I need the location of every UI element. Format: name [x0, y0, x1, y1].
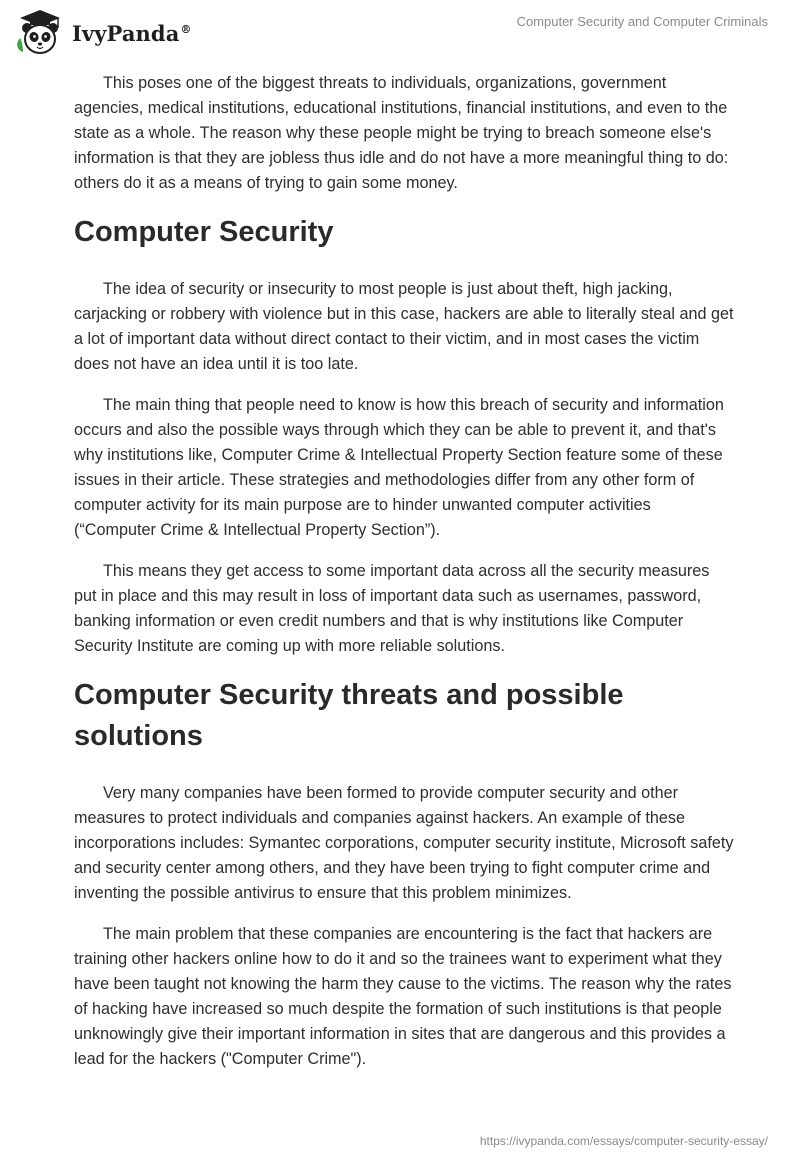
paragraph: The main problem that these companies are encountering is the fact that hackers are training other hackers online how to do it and so the trainees want to experiment what they have been taught not knowing the harm they cause to the victims. The reason why the rates of hacking have increased so much despite the formation of such institutions is that people unknowingly give their important information in sites that are dangerous and this provides a lead for the hackers ("Computer Crime"). — [74, 925, 732, 1068]
page-header — [0, 0, 800, 60]
brand-name: IvyPanda® — [72, 20, 192, 46]
brand-logo[interactable] — [14, 8, 192, 56]
essay-content — [74, 71, 734, 1088]
section-heading-threats-solutions: Computer Security threats and possible solutions — [74, 679, 624, 752]
paragraph: The idea of security or insecurity to most people is just about theft, high jacking, carjacking or robbery with violence but in this case, hackers are able to literally steal and get a lot of important data without direct contact to their victim, and in most cases the victim does not have an idea until it is too late. — [74, 280, 734, 373]
source-url-link[interactable]: https://ivypanda.com/essays/computer-security-essay/ — [479, 1134, 768, 1148]
section-heading-computer-security: Computer Security — [74, 216, 334, 248]
panda-graduate-icon — [14, 8, 66, 56]
document-title: Computer Security and Computer Criminals — [516, 14, 768, 29]
intro-paragraph: This poses one of the biggest threats to individuals, organizations, government agencies, medical institutions, educational institutions, financial institutions, and even to the state as a whole. The reason why these people might be trying to breach someone else's information is that they are jobless thus idle and do not have a more meaningful thing to do: others do it as a means of trying to gain some money. — [74, 74, 729, 192]
paragraph: The main thing that people need to know is how this breach of security and information occurs and also the possible ways through which they can be able to prevent it, and that's why institutions like, Computer Crime & Intellectual Property Section feature some of these issues in their article. These strategies and methodologies differ from any other form of computer activity for its main purpose are to hinder unwanted computer activities (“Computer Crime & Intellectual Property Section”). — [74, 396, 724, 539]
registered-mark: ® — [180, 22, 192, 36]
paragraph: Very many companies have been formed to provide computer security and other measures to protect individuals and companies against hackers. An example of these incorporations includes: Symantec corporations, computer security institute, Microsoft safety and security center among others, and they have been trying to fight computer crime and inventing the possible antivirus to ensure that this problem minimizes. — [74, 784, 734, 902]
paragraph: This means they get access to some important data across all the security measures put in place and this may result in loss of important data such as usernames, password, banking information or even credit numbers and that is why institutions like Computer Security Institute are coming up with more reliable solutions. — [74, 562, 710, 655]
